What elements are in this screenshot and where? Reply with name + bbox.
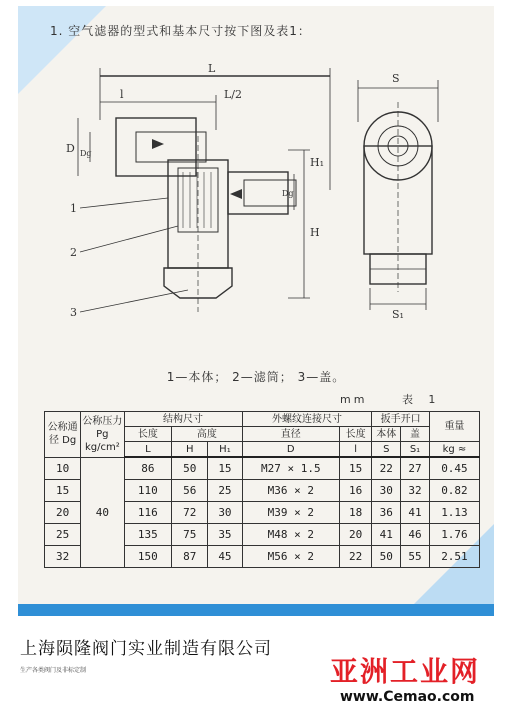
document-heading: 1. 空气滤器的型式和基本尺寸按下图及表1： [50,24,311,38]
dim-label-L2: L/2 [224,88,243,101]
table-header-row-1 [45,412,480,427]
header-thread: 外螺纹连接尺寸 [242,412,372,427]
cell-S: 41 [372,524,401,546]
cell-l: 20 [339,524,371,546]
filter-technical-drawing [18,40,488,360]
header-S1: S₁ [401,442,430,458]
header-structure: 结构尺寸 [124,412,242,427]
cell-H1: 45 [208,546,242,568]
cell-H: 75 [172,524,208,546]
dim-label-L: L [208,62,216,75]
header-thread-length: 长度 [339,427,371,442]
cell-D: M48 × 2 [242,524,339,546]
cell-l: 22 [339,546,371,568]
spec-table [44,411,480,568]
header-length: 长度 [124,427,172,442]
cell-S: 36 [372,502,401,524]
cell-D: M56 × 2 [242,546,339,568]
dim-label-Dg: Dg [80,149,92,158]
header-nominal-dia: 公称通径 Dg [45,412,81,458]
cell-dg: 20 [45,502,81,524]
header-diameter: 直径 [242,427,339,442]
cell-weight: 1.76 [429,524,479,546]
cell-weight: 2.51 [429,546,479,568]
header-H: H [172,442,208,458]
part-label-2: 2 [70,246,77,259]
dim-label-l: l [120,88,124,101]
table-label: 表 1 [401,393,442,406]
cell-l: 18 [339,502,371,524]
header-weight-unit: kg ≈ [429,442,479,458]
table-row [45,457,480,480]
cell-H: 56 [172,480,208,502]
header-L: L [124,442,172,458]
cell-H1: 15 [208,457,242,480]
parts-legend: 1—本体； 2—滤筒； 3—盖。 [166,370,346,384]
cell-L: 150 [124,546,172,568]
cell-weight: 0.45 [429,457,479,480]
part-label-1: 1 [70,202,77,215]
cell-dg: 15 [45,480,81,502]
header-weight: 重量 [429,412,479,442]
cell-dg: 32 [45,546,81,568]
cell-H1: 25 [208,480,242,502]
cell-L: 135 [124,524,172,546]
header-cap: 盖 [401,427,430,442]
cell-weight: 1.13 [429,502,479,524]
cell-H1: 35 [208,524,242,546]
cell-L: 86 [124,457,172,480]
dim-label-H1: H₁ [310,156,325,169]
dim-label-S: S [392,72,400,85]
company-tagline: 生产各类阀门及非标定制 [20,667,87,674]
cell-dg: 25 [45,524,81,546]
part-label-3: 3 [70,306,77,319]
company-name: 上海陨隆阀门实业制造有限公司 [20,639,272,659]
cell-S: 50 [372,546,401,568]
cell-H: 50 [172,457,208,480]
site-url-link[interactable]: www.Cemao.com [340,689,475,705]
header-l: l [339,442,371,458]
dim-label-Dg-outlet: Dg [282,189,294,198]
header-height: 高度 [172,427,242,442]
cell-S1: 55 [401,546,430,568]
dim-label-D: D [66,142,75,155]
cell-H: 72 [172,502,208,524]
table-caption [340,391,441,407]
cell-D: M36 × 2 [242,480,339,502]
cell-D: M39 × 2 [242,502,339,524]
cell-D: M27 × 1.5 [242,457,339,480]
cell-S1: 41 [401,502,430,524]
cell-S1: 46 [401,524,430,546]
header-body: 本体 [372,427,401,442]
dim-label-H: H [310,226,320,239]
header-nominal-pressure: 公称压力 Pg kg/cm² [81,412,124,458]
cell-weight: 0.82 [429,480,479,502]
footer-band [18,604,494,616]
header-S: S [372,442,401,458]
cell-L: 116 [124,502,172,524]
cell-L: 110 [124,480,172,502]
site-logo[interactable]: 亚洲工业网 [330,655,481,688]
cell-pressure: 40 [81,457,124,568]
header-D: D [242,442,339,458]
table-unit: mm [340,393,368,406]
cell-l: 15 [339,457,371,480]
header-H1: H₁ [208,442,242,458]
cell-dg: 10 [45,457,81,480]
cell-H: 87 [172,546,208,568]
header-wrench: 扳手开口 [372,412,430,427]
cell-S1: 27 [401,457,430,480]
cell-H1: 30 [208,502,242,524]
cell-l: 16 [339,480,371,502]
dim-label-S1: S₁ [392,308,404,321]
cell-S: 22 [372,457,401,480]
cell-S: 30 [372,480,401,502]
cell-S1: 32 [401,480,430,502]
